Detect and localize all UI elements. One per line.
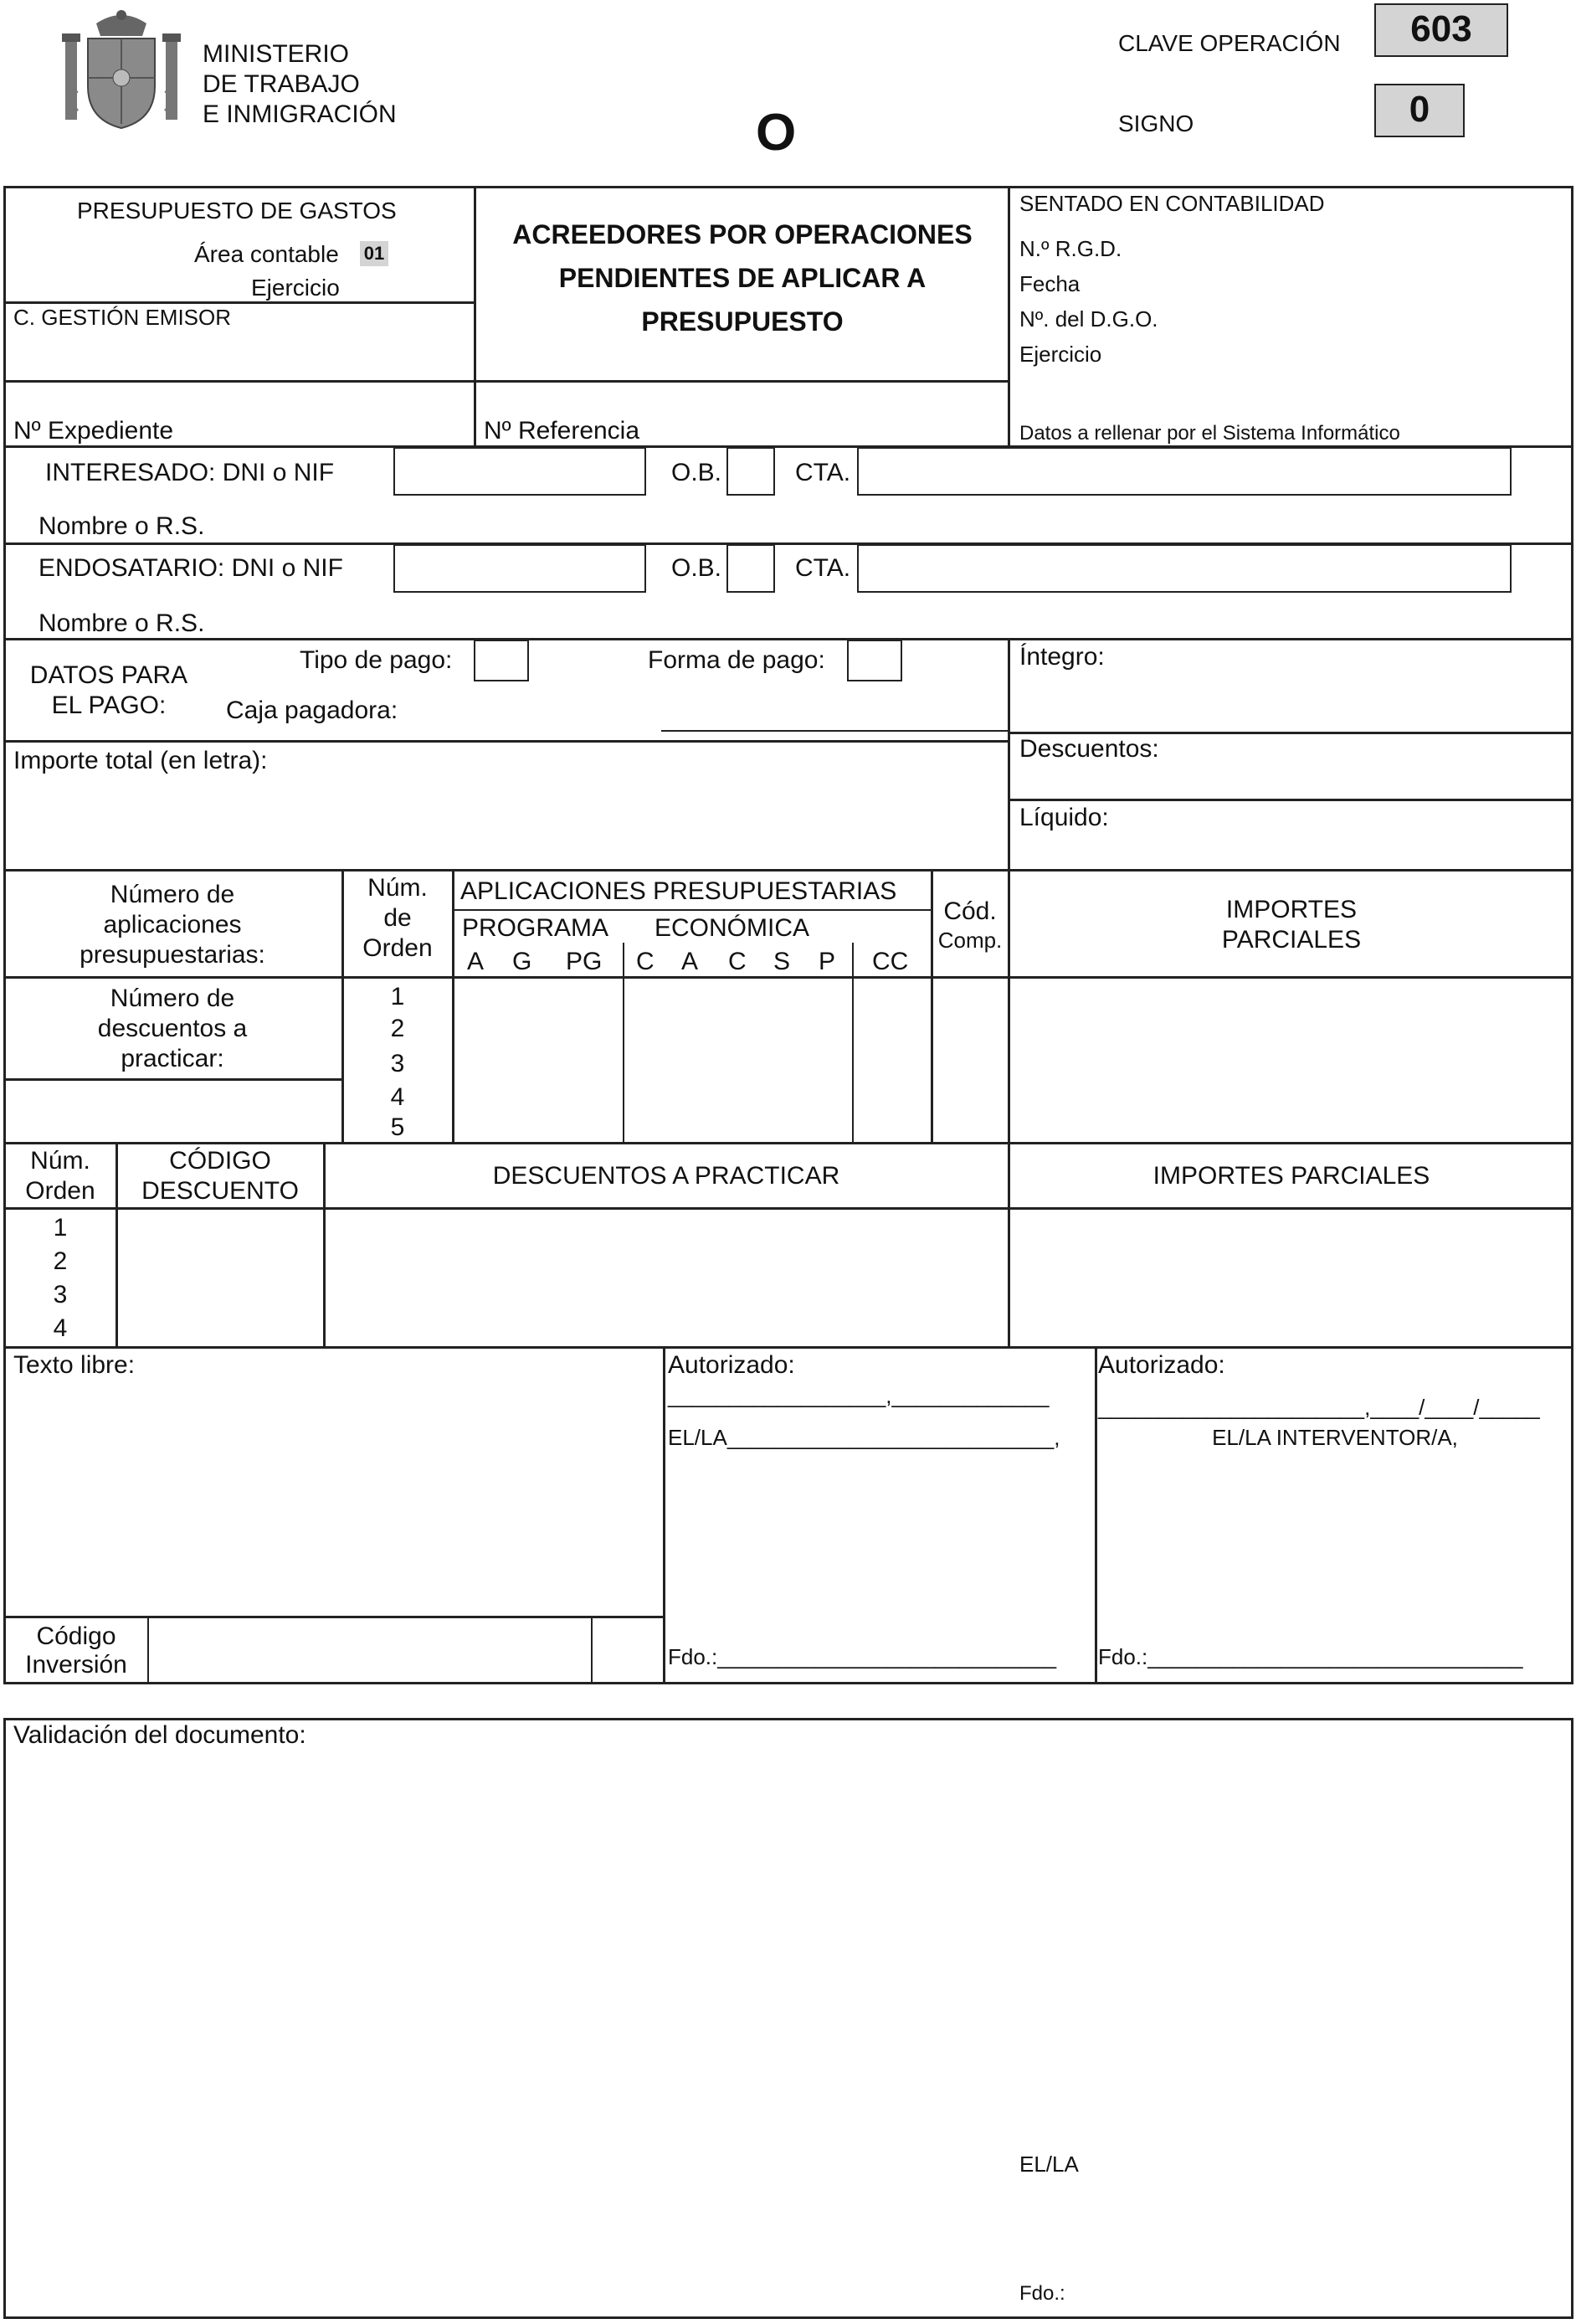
endosatario-cta-label: CTA. — [795, 554, 851, 582]
area-contable-label: Área contable — [194, 241, 339, 267]
col-c: C — [636, 948, 655, 975]
ejercicio-label: Ejercicio — [251, 275, 340, 301]
form-title-line-3: PRESUPUESTO — [641, 306, 844, 337]
interventor-label: EL/LA INTERVENTOR/A, — [1212, 1425, 1458, 1450]
endosatario-nombre-label: Nombre o R.S. — [39, 609, 205, 637]
importes-parciales-line-1: IMPORTES — [1225, 896, 1358, 923]
codigo-inversion-line-1: Código — [36, 1622, 116, 1650]
autorizado-1-line-2[interactable]: EL/LA___________________________, — [668, 1425, 1060, 1450]
datos-pago-line-1: DATOS PARA — [29, 661, 188, 689]
desc-orden-2: 2 — [53, 1247, 68, 1275]
desc-orden-3: 3 — [53, 1281, 68, 1309]
endosatario-dni-field[interactable] — [393, 544, 646, 593]
aplic-orden-4: 4 — [390, 1083, 405, 1111]
clave-operacion-value: 603 — [1374, 3, 1508, 57]
num-orden-line-1: Núm. — [367, 874, 428, 902]
expediente-label: Nº Expediente — [13, 417, 174, 445]
num-aplic-line-2: aplicaciones — [103, 911, 242, 938]
cod-comp-line-2: Comp. — [937, 928, 1003, 953]
dgo-label: Nº. del D.G.O. — [1019, 306, 1158, 332]
num-aplic-line-1: Número de — [110, 881, 235, 908]
datos-sistema-note: Datos a rellenar por el Sistema Informático — [1019, 422, 1400, 445]
codigo-inversion-field[interactable] — [151, 1619, 589, 1681]
contabilidad-title: SENTADO EN CONTABILIDAD — [1019, 191, 1325, 216]
fdo-2-signature[interactable]: Fdo.:_______________________________ — [1098, 1644, 1523, 1669]
validacion-fdo[interactable]: Fdo.: — [1019, 2282, 1065, 2305]
descuentos-practicar-header: DESCUENTOS A PRACTICAR — [492, 1162, 840, 1190]
forma-pago-label: Forma de pago: — [648, 646, 825, 674]
interesado-cta-label: CTA. — [795, 459, 851, 486]
ejercicio-contab-label: Ejercicio — [1019, 342, 1102, 367]
num-aplic-line-3: presupuestarias: — [80, 941, 265, 969]
integro-label: Íntegro: — [1019, 643, 1105, 671]
desc-orden-4: 4 — [53, 1314, 68, 1342]
col-s: S — [773, 948, 791, 975]
gestion-emisor-label: C. GESTIÓN EMISOR — [13, 305, 232, 330]
interesado-dni-label: INTERESADO: DNI o NIF — [45, 459, 335, 486]
aplic-orden-1: 1 — [390, 983, 405, 1010]
interesado-ob-label: O.B. — [671, 459, 722, 486]
codigo-descuento-line-2: DESCUENTO — [141, 1177, 299, 1205]
validacion-ella: EL/LA — [1019, 2152, 1079, 2177]
ministry-line-2: DE TRABAJO — [203, 70, 360, 98]
coat-of-arms-icon — [59, 7, 184, 132]
codigo-descuento-line-1: CÓDIGO — [169, 1147, 271, 1175]
referencia-label: Nº Referencia — [484, 417, 640, 445]
form-title-line-1: ACREEDORES POR OPERACIONES — [512, 219, 973, 249]
rgd-label: N.º R.G.D. — [1019, 236, 1122, 261]
autorizado-2-label: Autorizado: — [1098, 1351, 1225, 1379]
autorizado-1-label: Autorizado: — [668, 1351, 795, 1379]
num-desc-line-3: practicar: — [121, 1045, 224, 1072]
fdo-1-signature[interactable]: Fdo.:____________________________ — [668, 1644, 1057, 1669]
num-desc-line-2: descuentos a — [97, 1015, 248, 1042]
liquido-label: Líquido: — [1019, 804, 1109, 831]
ministry-line-3: E INMIGRACIÓN — [203, 100, 397, 128]
aplic-orden-2: 2 — [390, 1015, 405, 1042]
codigo-inversion-line-2: Inversión — [25, 1651, 127, 1679]
clave-operacion-label: CLAVE OPERACIÓN — [1118, 30, 1341, 56]
cod-comp-line-1: Cód. — [943, 897, 997, 925]
endosatario-ob-field[interactable] — [726, 544, 775, 593]
tipo-pago-label: Tipo de pago: — [300, 646, 453, 674]
col-g: G — [512, 948, 532, 975]
validacion-label: Validación del documento: — [13, 1721, 306, 1749]
economica-label: ECONÓMICA — [655, 914, 810, 942]
desc-num-orden-line-1: Núm. — [30, 1147, 90, 1175]
desc-num-orden-line-2: Orden — [25, 1177, 95, 1205]
aplic-orden-5: 5 — [390, 1113, 405, 1141]
num-desc-line-1: Número de — [110, 985, 235, 1012]
programa-label: PROGRAMA — [462, 914, 609, 942]
fecha-label: Fecha — [1019, 271, 1081, 296]
form-title-line-2: PENDIENTES DE APLICAR A — [558, 263, 927, 293]
signo-label: SIGNO — [1118, 111, 1194, 136]
validacion-frame — [3, 1718, 1573, 2319]
importes-parciales-line-2: PARCIALES — [1221, 926, 1362, 954]
interesado-ob-field[interactable] — [726, 447, 775, 496]
col-p: P — [819, 948, 836, 975]
presupuesto-gastos: PRESUPUESTO DE GASTOS — [77, 198, 397, 224]
caja-pagadora-line[interactable] — [661, 730, 1008, 732]
texto-libre-label: Texto libre: — [13, 1351, 136, 1379]
interesado-cta-field[interactable] — [857, 447, 1512, 496]
desc-orden-1: 1 — [53, 1214, 68, 1242]
interesado-dni-field[interactable] — [393, 447, 646, 496]
area-contable-value: 01 — [360, 241, 388, 266]
forma-pago-field[interactable] — [847, 640, 902, 681]
datos-pago-line-2: EL PAGO: — [51, 692, 167, 719]
num-orden-line-2: de — [383, 904, 412, 932]
col-a: A — [467, 948, 485, 975]
interesado-nombre-label: Nombre o R.S. — [39, 512, 205, 540]
signo-value: 0 — [1374, 84, 1465, 137]
autorizado-2-line-1[interactable]: ______________________,____/____/_____ — [1098, 1395, 1540, 1420]
tipo-pago-field[interactable] — [474, 640, 529, 681]
col-cc: CC — [872, 948, 909, 975]
endosatario-ob-label: O.B. — [671, 554, 722, 582]
aplicaciones-title: APLICACIONES PRESUPUESTARIAS — [460, 877, 897, 905]
caja-pagadora-label: Caja pagadora: — [226, 697, 398, 724]
descuentos-label: Descuentos: — [1019, 735, 1159, 763]
ministry-line-1: MINISTERIO — [203, 40, 350, 68]
aplic-orden-3: 3 — [390, 1050, 405, 1077]
col-c2: C — [728, 948, 747, 975]
importe-letra-label: Importe total (en letra): — [13, 747, 268, 774]
num-orden-line-3: Orden — [362, 934, 433, 962]
col-pg: PG — [566, 948, 603, 975]
col-a2: A — [681, 948, 699, 975]
importes-parciales-header: IMPORTES PARCIALES — [1152, 1162, 1430, 1190]
autorizado-1-line-1[interactable]: __________________,_____________ — [668, 1383, 1050, 1408]
endosatario-dni-label: ENDOSATARIO: DNI o NIF — [39, 554, 343, 582]
form-letter: O — [756, 104, 797, 162]
endosatario-cta-field[interactable] — [857, 544, 1512, 593]
